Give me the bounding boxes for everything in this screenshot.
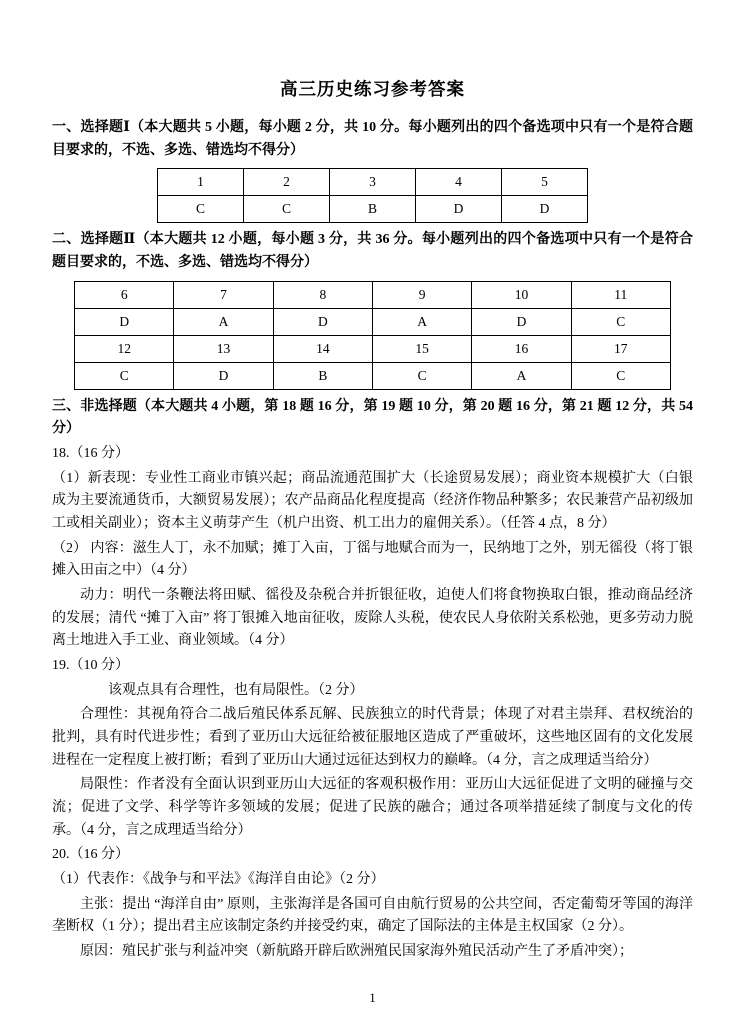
table-row	[75, 308, 671, 335]
table-cell: 13	[174, 335, 273, 362]
answer-table-section2	[74, 281, 671, 390]
table-row	[158, 196, 588, 223]
question-18-label: 18.（16 分）	[52, 446, 129, 462]
table-row	[75, 335, 671, 362]
question-20-answer-2: 主张：提出 “海洋自由” 原则，主张海洋是各国可自由航行贸易的公共空间，否定葡萄牙等国的海洋垄断权（1 分）；提出君主应该制定条约并接受约束，确定了国际法的主体是主权国家（2 分）。	[52, 896, 693, 935]
table-cell: 1	[158, 169, 244, 196]
table-cell: 6	[75, 281, 174, 308]
table-cell: C	[571, 362, 670, 389]
table-cell: 9	[373, 281, 472, 308]
question-18-answer-2: （2） 内容：滋生人丁，永不加赋；摊丁入亩，丁徭与地赋合而为一，民纳地丁之外，别无徭役（将丁银摊入田亩之中）（4 分）	[52, 540, 693, 579]
page-number: 1	[369, 990, 376, 1005]
table-cell: C	[75, 362, 174, 389]
table-row	[158, 169, 588, 196]
table-cell: 10	[472, 281, 571, 308]
page-title: 高三历史练习参考答案	[280, 79, 465, 99]
question-19-answer-2: 合理性：其视角符合二战后殖民体系瓦解、民族独立的时代背景；体现了对君主崇拜、君权统治的批判，具有时代进步性；看到了亚历山大远征给被征服地区造成了严重破坏，这些地区固有的文化发展进程在一定程度上被打断；看到了亚历山大通过远征达到权力的巅峰。（4 分，言之成理适当给分）	[52, 707, 693, 768]
table-cell: 15	[373, 335, 472, 362]
question-18-answer-3: 动力：明代一条鞭法将田赋、徭役及杂税合并折银征收，迫使人们将食物换取白银，推动商品经济的发展；清代 “摊丁入亩” 将丁银摊入地亩征收，废除人头税，使农民人身依附关系松弛，更多劳动力脱离土地进入手工业、商业领域。（4 分）	[52, 588, 693, 649]
table-cell: B	[330, 196, 416, 223]
answer-table-section1	[157, 168, 588, 223]
table-cell: D	[472, 308, 571, 335]
table-cell: 17	[571, 335, 670, 362]
question-20-answer-3: 原因：殖民扩张与利益冲突（新航路开辟后欧洲殖民国家海外殖民活动产生了矛盾冲突）；	[80, 944, 633, 960]
table-cell: 2	[244, 169, 330, 196]
table-cell: C	[373, 362, 472, 389]
table-cell: 5	[502, 169, 588, 196]
table-cell: A	[174, 308, 273, 335]
table-cell: 3	[330, 169, 416, 196]
section-3-heading: 三、非选择题（本大题共 4 小题，第 18 题 16 分，第 19 题 10 分，第 20 题 16 分，第 21 题 12 分，共 54 分）	[52, 398, 693, 437]
table-cell: 4	[416, 169, 502, 196]
table-cell: B	[273, 362, 372, 389]
table-row	[75, 362, 671, 389]
table-cell: C	[244, 196, 330, 223]
table-cell: D	[75, 308, 174, 335]
table-cell: 12	[75, 335, 174, 362]
question-20-label: 20.（16 分）	[52, 847, 129, 863]
question-20-answer-1: （1）代表作：《战争与和平法》《海洋自由论》（2 分）	[52, 872, 385, 888]
table-cell: D	[416, 196, 502, 223]
table-cell: 14	[273, 335, 372, 362]
table-cell: C	[571, 308, 670, 335]
table-cell: A	[472, 362, 571, 389]
table-cell: D	[174, 362, 273, 389]
question-18-answer-1: （1）新表现：专业性工商业市镇兴起；商品流通范围扩大（长途贸易发展）；商业资本规模扩大（白银成为主要流通货币，大额贸易发展）；农产品商品化程度提高（经济作物品种繁多；农民兼营产品初级加工或相关副业）；资本主义萌芽产生（机户出资、机工出力的雇佣关系）。（任答 4 点，8 分）	[52, 470, 693, 532]
table-cell: D	[502, 196, 588, 223]
question-19-answer-1: 该观点具有合理性，也有局限性。（2 分）	[108, 682, 364, 698]
section-2-heading: 二、选择题Ⅱ（本大题共 12 小题，每小题 3 分，共 36 分。每小题列出的四个备选项中只有一个是符合题目要求的，不选、多选、错选均不得分）	[52, 232, 693, 271]
section-1-heading: 一、选择题Ⅰ（本大题共 5 小题，每小题 2 分，共 10 分。每小题列出的四个备选项中只有一个是符合题目要求的，不选、多选、错选均不得分）	[52, 120, 693, 158]
table-cell: 16	[472, 335, 571, 362]
table-cell: 7	[174, 281, 273, 308]
table-row	[75, 281, 671, 308]
table-cell: C	[158, 196, 244, 223]
table-cell: D	[273, 308, 372, 335]
question-19-answer-3: 局限性：作者没有全面认识到亚历山大远征的客观积极作用：亚历山大远征促进了文明的碰撞与交流；促进了文学、科学等许多领域的发展；促进了民族的融合；通过各项举措延续了制度与文化的传承。（4 分，言之成理适当给分）	[52, 777, 693, 838]
question-19-label: 19.（10 分）	[52, 658, 129, 674]
table-cell: 8	[273, 281, 372, 308]
table-cell: 11	[571, 281, 670, 308]
table-cell: A	[373, 308, 472, 335]
